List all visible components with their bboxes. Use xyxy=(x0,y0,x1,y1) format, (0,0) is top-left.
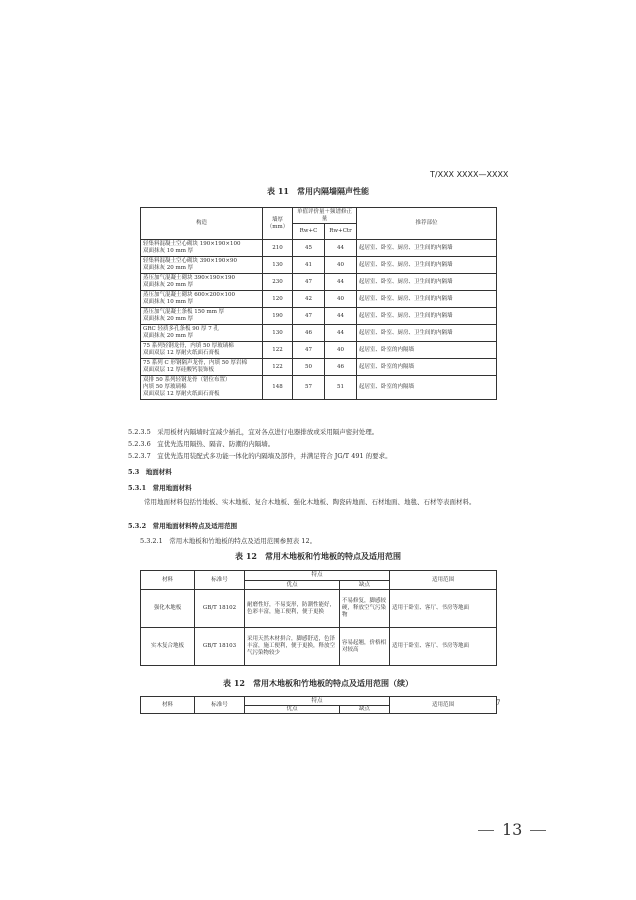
table11-head-structure: 构造 xyxy=(141,208,263,240)
table12-cell-cons: 容易起翘，价格相对较高 xyxy=(340,628,390,666)
table11-head-rw-c: Rw+C xyxy=(293,224,325,240)
table-row xyxy=(141,590,497,628)
table11-cell-structure xyxy=(141,342,263,359)
table12-cell-standard: GB/T 18102 xyxy=(195,590,245,628)
footer-dash-right xyxy=(530,830,546,831)
table-row xyxy=(141,257,497,274)
structure-line: 内填 50 厚玻璃棉 xyxy=(143,384,187,390)
table11-cell-rw-ctr: 40 xyxy=(325,257,357,274)
table11-head-rw-ctr: Rw+Ctr xyxy=(325,224,357,240)
table11-cell-usage: 起居室、卧室、厨房、卫生间的内隔墙 xyxy=(357,291,497,308)
table11-cell-structure xyxy=(141,308,263,325)
table12-head-features: 特点 xyxy=(245,571,390,581)
table11-cell-rw-ctr: 44 xyxy=(325,274,357,291)
table12-cell-pros: 采用天然木材拼合，脚感舒适，色泽丰富，施工便利，便于更换，释放空气污染物较少 xyxy=(245,628,340,666)
section-5-3-1-title: 5.3.1 常用地面材料 xyxy=(128,484,192,492)
table11-head-thickness: 墙厚（mm） xyxy=(263,208,293,240)
table-row xyxy=(141,240,497,257)
table11-cell-structure xyxy=(141,274,263,291)
table11-cell-usage: 起居室、卧室的内隔墙 xyxy=(357,359,497,376)
table11-cell-rw-c: 47 xyxy=(293,308,325,325)
structure-line: 双面抹灰 10 mm 厚 xyxy=(143,248,194,254)
table11-cell-structure xyxy=(141,291,263,308)
table11-cell-thickness: 122 xyxy=(263,359,293,376)
table-row xyxy=(141,308,497,325)
table11-cell-rw-ctr: 40 xyxy=(325,342,357,359)
table11-cell-rw-ctr: 40 xyxy=(325,291,357,308)
table11-cell-rw-ctr: 44 xyxy=(325,308,357,325)
structure-line: 双面抹灰 20 mm 厚 xyxy=(143,316,194,322)
table11-caption: 表 11 常用内隔墙隔声性能 xyxy=(267,186,369,196)
table12-cell-scope: 适用于卧室、客厅、书房等地面 xyxy=(390,628,497,666)
clause-5-2-3-7: 5.2.3.7 宜优先选用装配式多功能一体化的内隔墙及部件，并满足符合 JG/T 491 的要求。 xyxy=(128,452,392,460)
structure-line: 蒸压加气混凝土砌块 390×190×190 xyxy=(143,275,235,281)
structure-line: 75 系列 C 形钢隔声龙骨，内填 50 厚岩棉 xyxy=(143,360,247,366)
table11-cell-usage: 起居室、卧室的内隔墙 xyxy=(357,342,497,359)
table11-cell-structure xyxy=(141,240,263,257)
clause-5-3-2-1: 5.3.2.1 常用木地板和竹地板的特点及适用范围参照表 12。 xyxy=(140,537,317,545)
table-row xyxy=(141,291,497,308)
table11-cell-rw-ctr: 51 xyxy=(325,376,357,400)
table11-cell-structure xyxy=(141,257,263,274)
table11-cell-structure xyxy=(141,359,263,376)
table11-cell-rw-c: 42 xyxy=(293,291,325,308)
table12c-head-features: 特点 xyxy=(245,697,390,706)
table12c-head-scope: 适用范围 xyxy=(390,697,497,714)
table-row xyxy=(141,325,497,342)
structure-line: 蒸压加气混凝土条板 150 mm 厚 xyxy=(143,309,225,315)
footer-dash-left xyxy=(478,830,494,831)
table12c-head-cons: 缺点 xyxy=(340,706,390,714)
table11-cell-usage: 起居室、卧室、厨房、卫生间的内隔墙 xyxy=(357,240,497,257)
table12-continued xyxy=(140,696,497,714)
table12-cell-scope: 适用于卧室、客厅、书房等地面 xyxy=(390,590,497,628)
structure-line: 双面抹灰 20 mm 厚 xyxy=(143,333,194,339)
table11-cell-rw-c: 50 xyxy=(293,359,325,376)
table11-cell-rw-c: 41 xyxy=(293,257,325,274)
table11-cell-thickness: 122 xyxy=(263,342,293,359)
table11-cell-rw-ctr: 46 xyxy=(325,359,357,376)
table11-cell-rw-ctr: 44 xyxy=(325,325,357,342)
table12-cell-material: 强化木地板 xyxy=(141,590,195,628)
table-row xyxy=(141,342,497,359)
table11-cell-thickness: 130 xyxy=(263,257,293,274)
table11-cell-usage: 起居室、卧室、厨房、卫生间的内隔墙 xyxy=(357,274,497,291)
table11-cell-rw-ctr: 44 xyxy=(325,240,357,257)
table12-cont-caption: 表 12 常用木地板和竹地板的特点及适用范围（续） xyxy=(223,678,413,688)
structure-line: 双排 50 系列轻钢龙骨（错位布置） xyxy=(143,377,231,383)
structure-line: 蒸压加气混凝土砌块 600×200×100 xyxy=(143,292,235,298)
table11-cell-rw-c: 47 xyxy=(293,274,325,291)
table12-cell-material: 实木复合地板 xyxy=(141,628,195,666)
table12-caption: 表 12 常用木地板和竹地板的特点及适用范围 xyxy=(235,551,401,561)
table11-cell-thickness: 190 xyxy=(263,308,293,325)
table12-cell-pros: 耐磨性好，不易变形，防潮性能好，色彩丰富，施工便利，便于更换 xyxy=(245,590,340,628)
table12c-head-standard: 标准号 xyxy=(195,697,245,714)
structure-line: GRC 轻质多孔条板 90 厚 7 孔 xyxy=(143,326,219,332)
table11 xyxy=(140,207,497,400)
table11-cell-structure xyxy=(141,376,263,400)
table-row xyxy=(141,274,497,291)
table12-head-pros: 优点 xyxy=(245,581,340,590)
table11-cell-usage: 起居室、卧室的内隔墙 xyxy=(357,376,497,400)
table11-head-usage: 推荐部位 xyxy=(357,208,497,240)
structure-line: 双面双层 12 厚耐火纸面石膏板 xyxy=(143,391,220,397)
table11-cell-usage: 起居室、卧室、厨房、卫生间的内隔墙 xyxy=(357,308,497,325)
table-row xyxy=(141,359,497,376)
table-row xyxy=(141,628,497,666)
structure-line: 双面抹灰 20 mm 厚 xyxy=(143,282,194,288)
table11-cell-usage: 起居室、卧室、厨房、卫生间的内隔墙 xyxy=(357,325,497,342)
structure-line: 75 系列轻钢龙骨，内填 50 厚玻璃棉 xyxy=(143,343,234,349)
structure-line: 双面双层 12 厚耐火纸面石膏板 xyxy=(143,350,220,356)
table11-cell-thickness: 130 xyxy=(263,325,293,342)
table11-cell-structure xyxy=(141,325,263,342)
table12-head-material: 材料 xyxy=(141,571,195,590)
table11-cell-thickness: 148 xyxy=(263,376,293,400)
footer-page-number: 13 xyxy=(502,820,523,839)
paragraph-5-3-1: 常用地面材料包括竹地板、实木地板、复合木地板、强化木地板、陶瓷砖地面、石材地面、地毯、石材等表面材料。 xyxy=(144,498,476,506)
inner-page-number: 7 xyxy=(496,699,501,707)
table11-head-perf: 单值评价量＋频谱修正量 xyxy=(293,208,357,224)
table11-cell-rw-c: 57 xyxy=(293,376,325,400)
table11-cell-rw-c: 46 xyxy=(293,325,325,342)
structure-line: 双面抹灰 20 mm 厚 xyxy=(143,265,194,271)
structure-line: 双面双层 12 厚硅酸钙装饰板 xyxy=(143,367,214,373)
table11-cell-thickness: 210 xyxy=(263,240,293,257)
structure-line: 轻集料混凝土空心砌块 190×190×100 xyxy=(143,241,241,247)
table12-head-scope: 适用范围 xyxy=(390,571,497,590)
table11-cell-rw-c: 47 xyxy=(293,342,325,359)
table12-head-cons: 缺点 xyxy=(340,581,390,590)
table11-cell-rw-c: 45 xyxy=(293,240,325,257)
table11-cell-usage: 起居室、卧室、厨房、卫生间的内隔墙 xyxy=(357,257,497,274)
standard-number: T/XXX XXXX—XXXX xyxy=(430,170,509,179)
table-row xyxy=(141,376,497,400)
table12c-head-pros: 优点 xyxy=(245,706,340,714)
table11-cell-thickness: 120 xyxy=(263,291,293,308)
table12-head-standard: 标准号 xyxy=(195,571,245,590)
page-footer xyxy=(470,820,554,839)
structure-line: 轻集料混凝土空心砌块 390×190×90 xyxy=(143,258,237,264)
table12-cell-cons: 不易修复，脚感较硬，释放空气污染物 xyxy=(340,590,390,628)
structure-line: 双面抹灰 10 mm 厚 xyxy=(143,299,194,305)
table12c-head-material: 材料 xyxy=(141,697,195,714)
table12-cell-standard: GB/T 18103 xyxy=(195,628,245,666)
table11-cell-thickness: 230 xyxy=(263,274,293,291)
clause-5-2-3-5: 5.2.3.5 采用板材内隔墙时宜减少插孔，宜对各点进行电器排放或采用隔声密封处理。 xyxy=(128,428,379,436)
section-5-3-2-title: 5.3.2 常用地面材料特点及适用范围 xyxy=(128,522,238,530)
section-5-3-title: 5.3 地面材料 xyxy=(128,468,172,476)
clause-5-2-3-6: 5.2.3.6 宜优先选用隔热、隔音、防潮的内隔墙。 xyxy=(128,440,275,448)
table12 xyxy=(140,570,497,666)
